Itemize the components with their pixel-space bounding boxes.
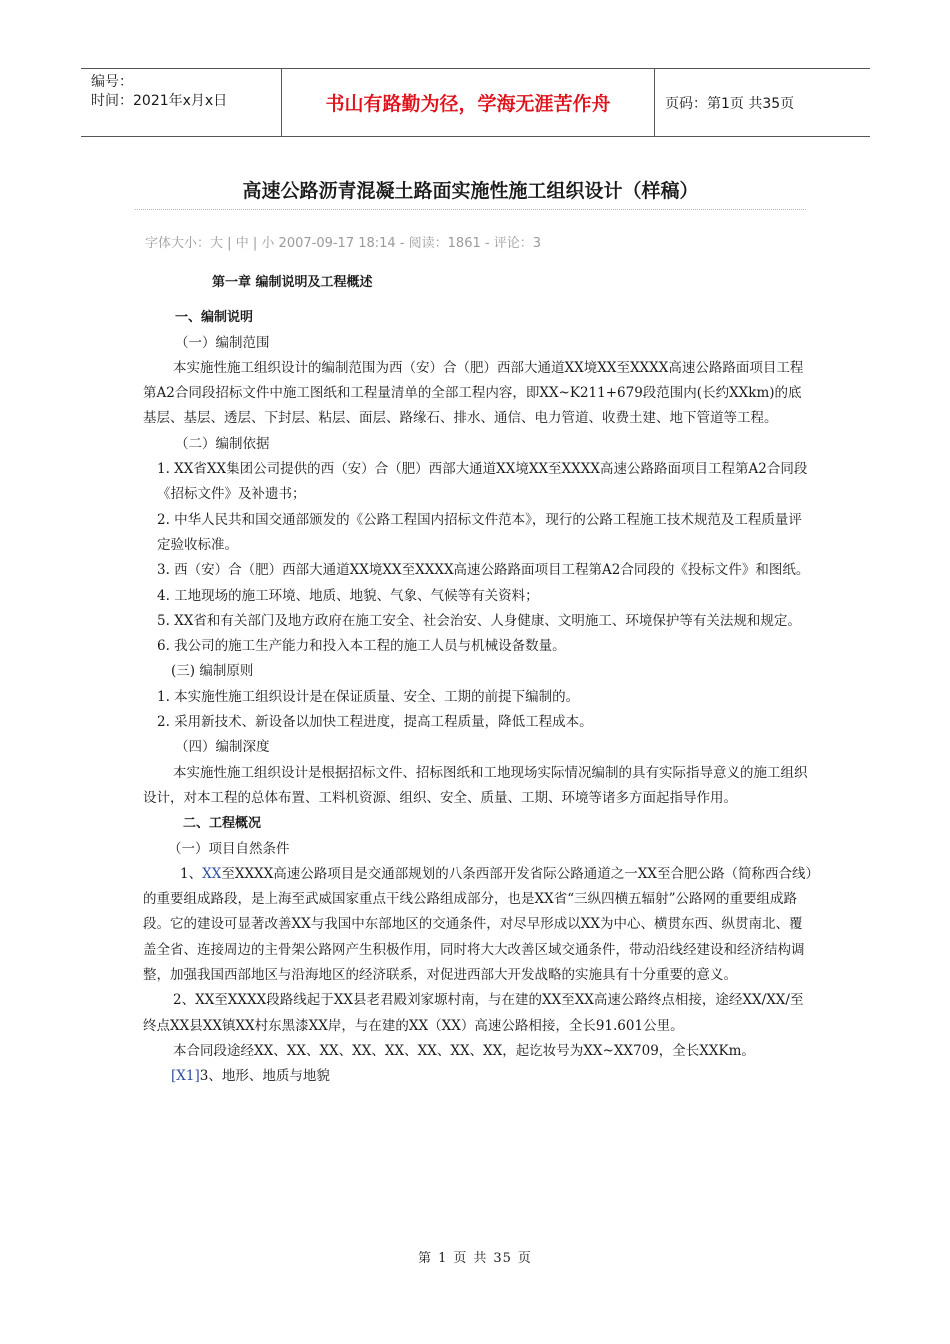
font-size-label: 字体大小：: [145, 236, 211, 251]
list-item: 1. 本实施性施工组织设计是在保证质量、安全、工期的前提下编制的。: [157, 688, 580, 705]
paragraph: [143, 862, 815, 988]
meta-separator: |: [252, 236, 258, 251]
section-heading: 一、编制说明: [175, 310, 254, 326]
page-header: [81, 68, 870, 137]
footer-ye: 页: [517, 1251, 532, 1266]
subsection-heading: （一）编制范围: [175, 334, 270, 351]
section-heading: 二、工程概况: [183, 816, 262, 832]
list-item: 2. 采用新技术、新设备以加快工程进度，提高工程质量，降低工程成本。: [157, 714, 593, 731]
highlighted-text: XX: [202, 865, 222, 882]
subsection-heading: （四）编制深度: [175, 739, 270, 756]
page-footer: [0, 1247, 950, 1266]
list-item: 2. 中华人民共和国交通部颁发的《公路工程国内招标文件范本》，现行的公路工程施工技术规范及工程质量评定验收标准。: [157, 511, 802, 553]
paragraph-text: 至XXXX高速公路项目是交通部规划的八条西部开发省际公路通道之一XX至合肥公路（简称西合线）的重要组成路段，是上海至武威国家重点干线公路组成部分，也是XX省“三纵四横五辐射”公路网的重要组成路段。它的建设可显著改善XX与我国中东部地区的交通条件，对尽早形成以XX为中心、横贯东西、纵贯南北、覆盖全省、连接周边的主骨架公路网产生积极作用，同时将大大改善区域交通条件，带动沿线经建设和经济结构调整，加强我国西部地区与沿海地区的经济联系，对促进西部大开发战略的实施具有十分重要的意义。: [143, 865, 813, 984]
header-page-info: 页码：第1页 共35页: [665, 95, 795, 112]
meta-separator: |: [227, 236, 232, 251]
font-size-small-link[interactable]: 小: [261, 236, 275, 251]
footer-page-number: 1: [438, 1251, 448, 1266]
article-meta: [145, 232, 541, 251]
list-item: 3. 西（安）合（肥）西部大通道XX境XX至XXXX高速公路路面项目工程第A2合同段的《投标文件》和图纸。: [157, 562, 810, 579]
paragraph-text: 3、地形、地质与地貌: [199, 1068, 330, 1085]
footer-di: 第: [418, 1251, 433, 1266]
paragraph: 本实施性施工组织设计的编制范围为西（安）合（肥）西部大通道XX境XX至XXXX高速公路路面项目工程第A2合同段招标文件中施工图纸和工程量清单的全部工程内容，即XX~K211+679段范围内(长约XXkm)的底基层、基层、透层、下封层、粘层、面层、路缘石、排水、通信、电力管道、收费土建、地下管道等工程。: [143, 359, 804, 427]
comment-marker-link[interactable]: [X1]: [171, 1068, 200, 1085]
paragraph: [171, 1064, 815, 1089]
paragraph: 本合同段途经XX、XX、XX、XX、XX、XX、XX、XX，起讫妆号为XX~XX709，全长XXKm。: [173, 1042, 755, 1059]
footer-total-pages: 35: [493, 1251, 512, 1266]
time-label: 时间：2021年x月x日: [91, 93, 228, 109]
chapter-heading: 第一章 编制说明及工程概述: [212, 275, 373, 290]
subsection-heading: （一）项目自然条件: [168, 840, 290, 857]
number-label: 编号：: [91, 74, 133, 90]
list-item: 5. XX省和有关部门及地方政府在施工安全、社会治安、人身健康、文明施工、环境保护等有关法规和规定。: [157, 612, 801, 629]
paragraph: 本实施性施工组织设计是根据招标文件、招标图纸和工地现场实际情况编制的具有实际指导意义的施工组织设计，对本工程的总体布置、工料机资源、组织、安全、质量、工期、环境等诸多方面起指导作用。: [143, 764, 808, 806]
list-item: 1. XX省XX集团公司提供的西（安）合（肥）西部大通道XX境XX至XXXX高速公路路面项目工程第A2合同段《招标文件》及补遗书；: [157, 461, 808, 503]
footer-ye: 页: [453, 1251, 468, 1266]
document-body: [143, 268, 815, 1090]
subsection-heading: （二）编制依据: [175, 435, 270, 452]
header-left-cell: [81, 69, 282, 136]
paragraph-number: 1、: [180, 865, 203, 882]
list-item: 6. 我公司的施工生产能力和投入本工程的施工人员与机械设备数量。: [157, 638, 566, 655]
font-size-large-link[interactable]: 大: [210, 236, 224, 251]
footer-gong: 共: [473, 1251, 488, 1266]
paragraph: 2、XX至XXXX段路线起于XX县老君殿刘家塬村南，与在建的XX至XX高速公路终点相接，途经XX/XX/至终点XX县XX镇XX村东黑漆XX岸，与在建的XX（XX）高速公路相接，全长91.601公里。: [143, 992, 804, 1034]
font-size-medium-link[interactable]: 中: [235, 236, 249, 251]
subsection-heading: (三) 编制原则: [171, 663, 254, 680]
document-title: 高速公路沥青混凝土路面实施性施工组织设计（样稿）: [135, 176, 806, 210]
meta-date-stats: 2007-09-17 18:14 - 阅读：1861 - 评论：3: [278, 236, 541, 251]
list-item: 4. 工地现场的施工环境、地质、地貌、气象、气候等有关资料；: [157, 587, 539, 604]
header-motto: 书山有路勤为径，学海无涯苦作舟: [282, 69, 655, 136]
